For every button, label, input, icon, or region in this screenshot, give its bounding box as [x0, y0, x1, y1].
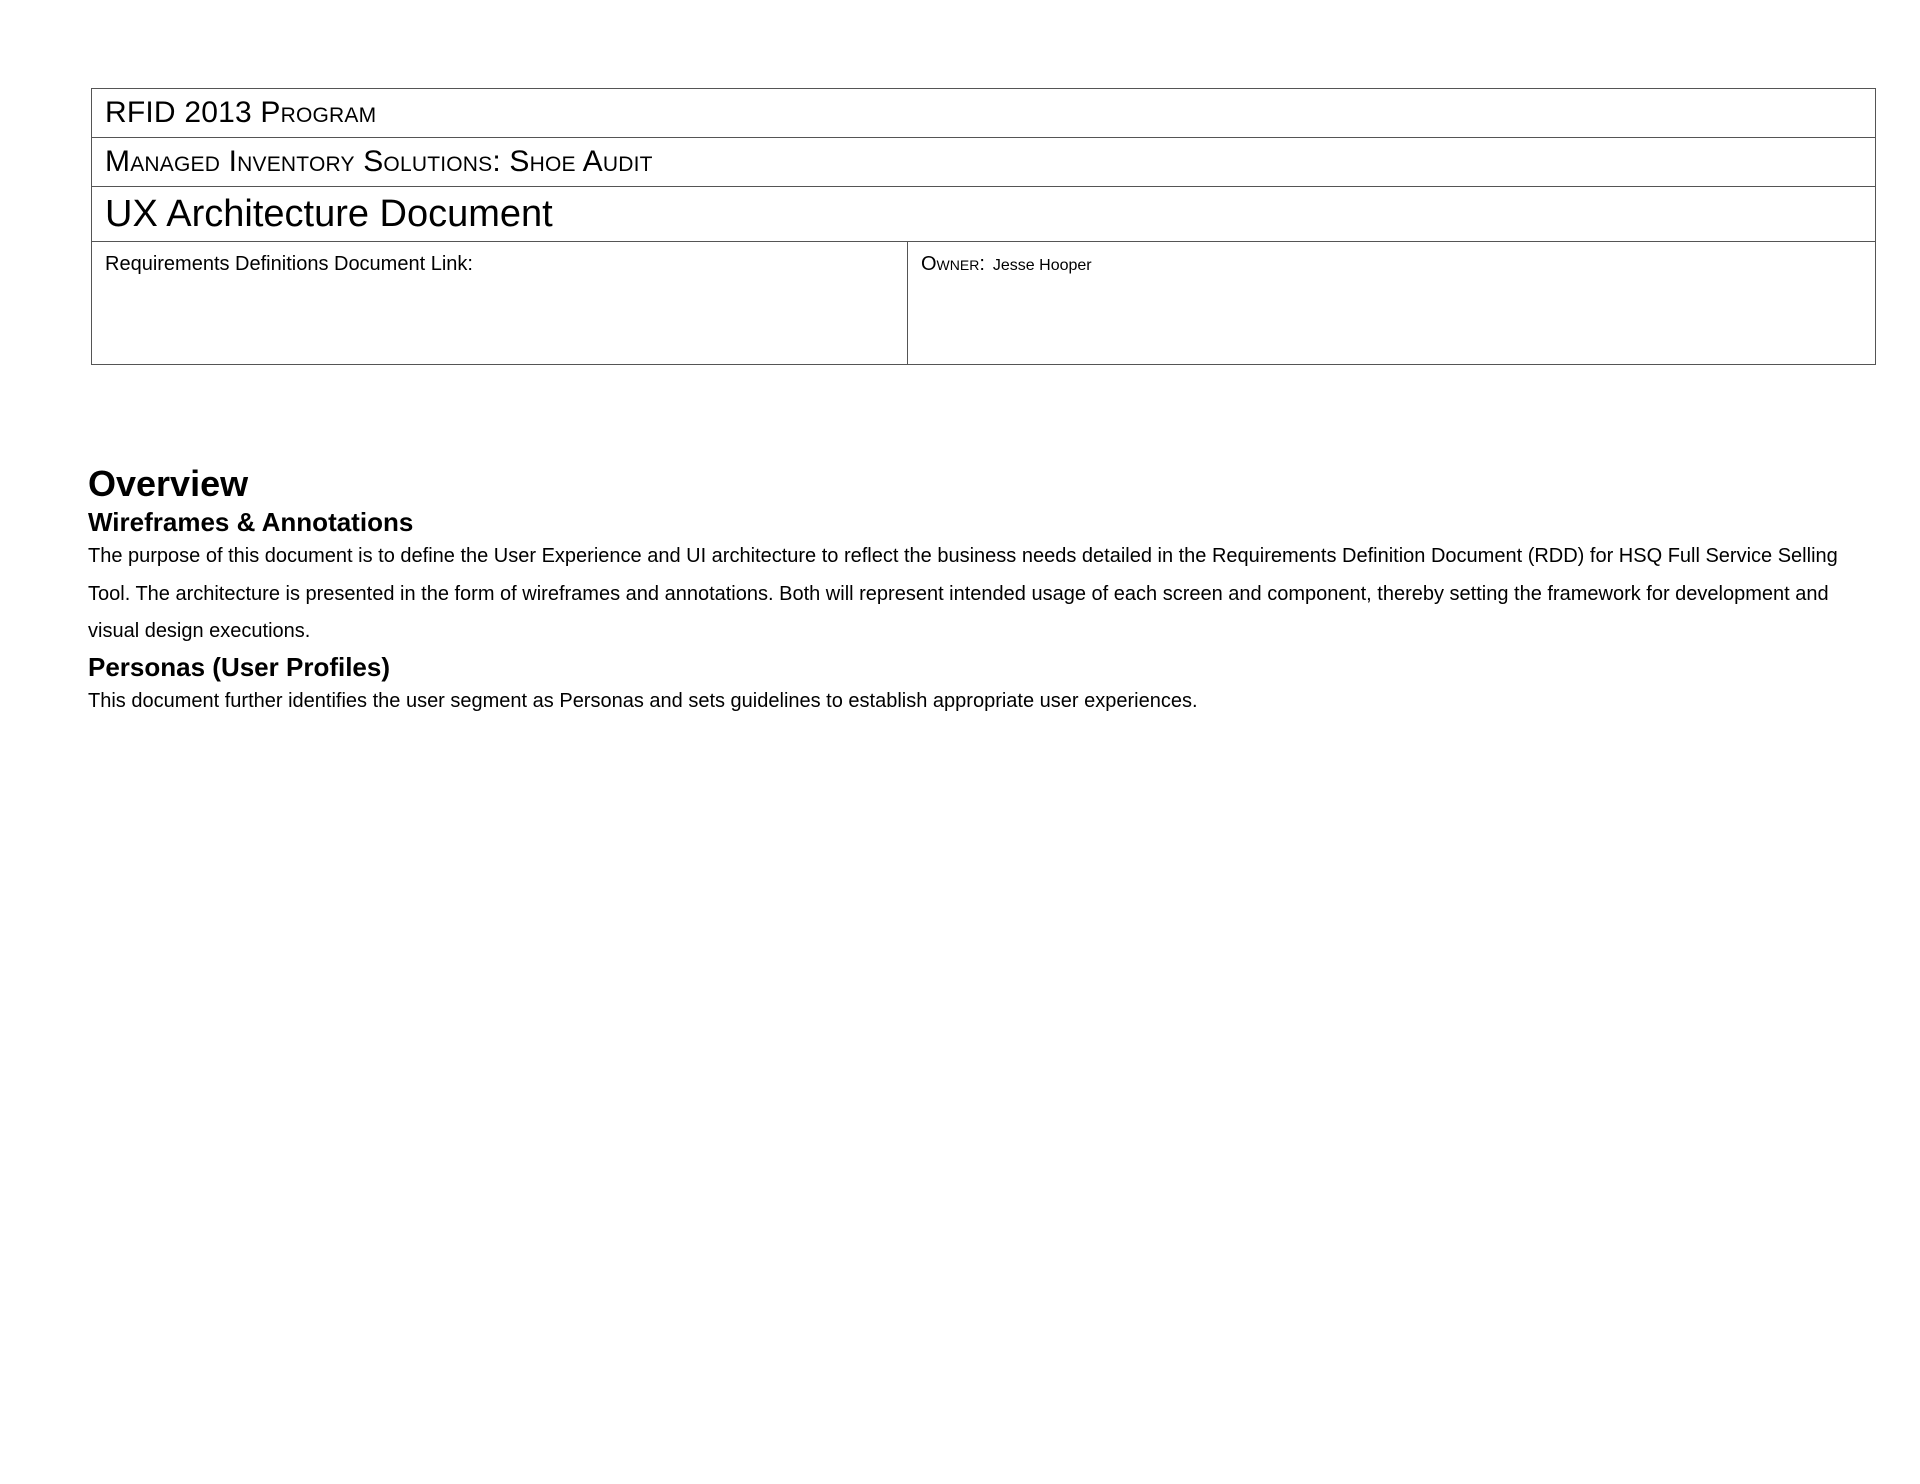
document-title: UX Architecture Document [105, 193, 553, 235]
section-heading-personas: Personas (User Profiles) [88, 651, 391, 682]
overview-heading: Overview [88, 463, 249, 504]
document-body [88, 462, 1868, 720]
section-body-wireframes: The purpose of this document is to define the User Experience and UI architecture to reflect the business needs detailed in the Requirements Definition Document (RDD) for HSQ Full Service Selling Tool. The architecture is presented in the form of wireframes and annotations. Both will represent intended usage of each screen and component, thereby setting the framework for development and visual design executions. [88, 545, 1838, 642]
owner-cell [908, 242, 1876, 365]
rdd-link-label: Requirements Definitions Document Link: [105, 253, 473, 275]
owner-name: Jesse Hooper [992, 257, 1092, 274]
section-heading-wireframes: Wireframes & Annotations [88, 507, 414, 537]
solution-name: Managed Inventory Solutions: Shoe Audit [105, 145, 653, 178]
title-cell [92, 187, 1876, 242]
solution-cell [92, 138, 1876, 187]
owner-label: Owner: [921, 253, 985, 275]
section-body-personas: This document further identifies the user segment as Personas and sets guidelines to establish appropriate user experiences. [88, 689, 1198, 712]
program-name: RFID 2013 Program [105, 96, 377, 129]
document-header-table [91, 88, 1876, 365]
rdd-link-cell [92, 242, 908, 365]
program-cell [92, 89, 1876, 138]
